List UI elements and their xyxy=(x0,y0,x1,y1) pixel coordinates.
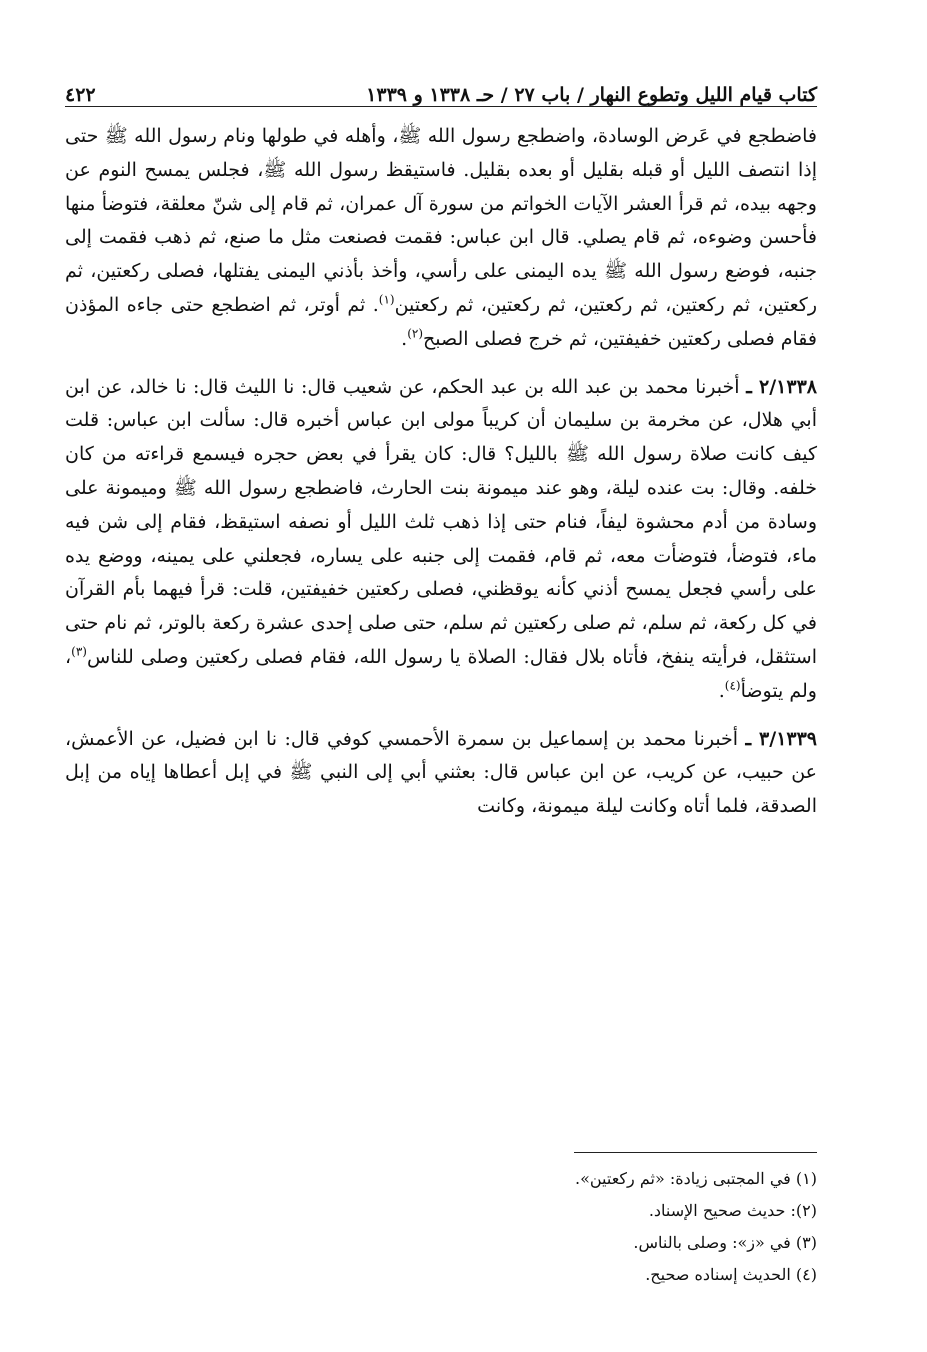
footnote: (٣) في «ز»: وصلى بالناس. xyxy=(633,1233,817,1252)
footnotes xyxy=(420,1163,817,1291)
footnote: (٢): حديث صحيح الإسناد. xyxy=(648,1201,817,1220)
paragraph-text: . ثم أوتر، ثم اضطجع حتى جاءه المؤذن فقام فصلى ركعتين خفيفتين، ثم خرج فصلى الصبح xyxy=(65,293,817,350)
footnote: (١) في المجتبى زيادة: «ثم ركعتين». xyxy=(574,1169,817,1188)
paragraph-text: . xyxy=(401,327,408,350)
footnote-ref: (١) xyxy=(378,292,395,307)
footnote-ref: (٤) xyxy=(724,678,741,693)
paragraph-text: . xyxy=(718,679,725,702)
paragraph-text: أخبرنا محمد بن عبد الله بن عبد الحكم، عن شعيب قال: نا الليث قال: نا خالد، عن ابن أبي هلال، عن مخرمة بن سليمان أن كريباً مولى ابن عباس أخبره قال: سألت ابن عباس: قلت كيف كانت صلاة رسول الله ﷺ بالليل؟ قال: كان يقرأ في بعض حجره فيسمع قراءته من كان خلفه. وقال: بت عنده ليلة، وهو عند ميمونة بنت الحارث، فاضطجع رسول الله ﷺ وميمونة على وسادة من أدم محشوة ليفاً، فنام حتى إذا ذهب ثلث الليل أو نصفه استيقظ، فقام إلى شن فيه ماء، فتوضأ، فتوضأت معه، ثم قام، فقمت إلى جنبه على يساره، فجعلني على يمينه، ووضع يده على رأسي فجعل يمسح أذني كأنه يوقظني، فصلى ركعتين خفيفتين، قلت: قرأ فيهما بأم القرآن في كل ركعة، ثم سلم، ثم صلى ركعتين ثم سلم، حتى صلى إحدى عشرة ركعة بالوتر، ثم نام حتى استثقل، فرأيته ينفخ، فأتاه بلال فقال: الصلاة يا رسول الله، فقام فصلى ركعتين وصلى للناس xyxy=(65,375,817,668)
main-text xyxy=(65,120,817,824)
paragraph xyxy=(65,120,817,357)
hadith-number: ٣/١٣٣٩ ـ xyxy=(745,727,818,750)
footnote-ref: (٢) xyxy=(407,326,424,341)
footnote-divider xyxy=(574,1152,817,1153)
hadith-number: ٢/١٣٣٨ ـ xyxy=(746,375,817,398)
hadith-paragraph xyxy=(65,371,817,709)
hadith-paragraph xyxy=(65,723,817,824)
paragraph-text: أخبرنا محمد بن إسماعيل بن سمرة الأحمسي كوفي قال: نا ابن فضيل، عن الأعمش، عن حبيب، عن كريب، عن ابن عباس قال: بعثني أبي إلى النبي ﷺ في إبل أعطاها إياه من إبل الصدقة، فلما أتاه وكانت ليلة ميمونة، وكانت xyxy=(65,727,817,818)
paragraph-text: فاضطجع في عَرض الوسادة، واضطجع رسول الله ﷺ، وأهله في طولها ونام رسول الله ﷺ حتى إذا انتصف الليل أو قبله بقليل أو بعده بقليل. فاستيقظ رسول الله ﷺ، فجلس يمسح النوم عن وجهه بيده، ثم قرأ العشر الآيات الخواتم من سورة آل عمران، ثم قام إلى شنّ معلقة، فتوضأ منها فأحسن وضوءه، ثم قام يصلي. قال ابن عباس: فقمت فصنعت مثل ما صنع، ثم ذهب فقمت إلى جنبه، فوضع رسول الله ﷺ يده اليمنى على رأسي، وأخذ بأذني اليمنى يفتلها، فصلى ركعتين، ثم ركعتين، ثم ركعتين، ثم ركعتين، ثم ركعتين، ثم ركعتين xyxy=(65,125,817,316)
header-title: كتاب قيام الليل وتطوع النهار / باب ٢٧ / حـ ١٣٣٨ و ١٣٣٩ xyxy=(366,84,817,106)
footnote-ref: (٣) xyxy=(71,644,87,659)
footnote: (٤) الحديث إسناده صحيح. xyxy=(645,1265,817,1284)
paragraph-text: ، ولم يتوضأ xyxy=(65,645,817,702)
running-header xyxy=(65,66,817,107)
page-number: ٤٢٢ xyxy=(65,84,96,106)
